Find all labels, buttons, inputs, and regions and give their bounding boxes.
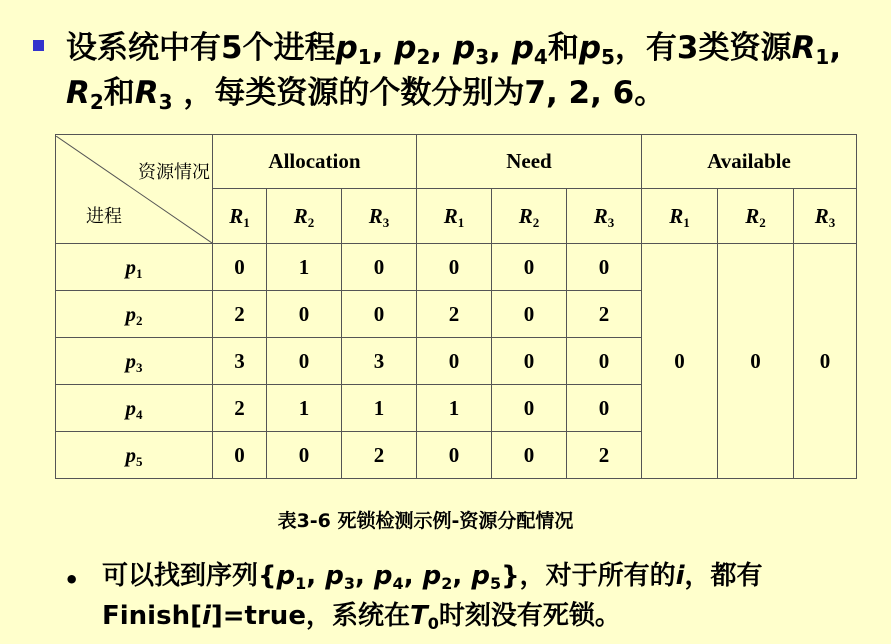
resource-allocation-table: [55, 134, 857, 479]
table-cell: 0: [213, 244, 267, 291]
corner-top-label: 资源情况: [138, 161, 210, 183]
table-cell: 2: [567, 432, 642, 479]
col-header: $R_2$: [718, 189, 794, 244]
table-cell: 0: [567, 385, 642, 432]
group-header-need: Need: [417, 135, 642, 189]
intro-paragraph: 设系统中有5个进程$p_1$, $p_2$, $p_3$, $p_4$和$p_5$，有3类资源$R_1$, $R_2$和$R_3$ ，每类资源的个数分别为7, 2, 6。: [66, 30, 842, 114]
col-header: $R_1$: [213, 189, 267, 244]
table-cell: 0: [417, 432, 492, 479]
process-label: $p_3$: [56, 338, 213, 385]
table-cell: 1: [267, 244, 342, 291]
col-header: $R_3$: [342, 189, 417, 244]
process-label: $p_1$: [56, 244, 213, 291]
table-cell: 0: [492, 244, 567, 291]
col-header: $R_3$: [567, 189, 642, 244]
table-cell: 0: [342, 291, 417, 338]
table-cell: 2: [342, 432, 417, 479]
table-cell: 0: [213, 432, 267, 479]
table-cell: 2: [417, 291, 492, 338]
table-cell: 0: [492, 291, 567, 338]
table-cell: 0: [342, 244, 417, 291]
table-caption: 表3-6 死锁检测示例-资源分配情况: [277, 510, 574, 532]
col-header: $R_3$: [794, 189, 857, 244]
available-r2-cell: 0: [718, 244, 794, 479]
allocation-table-wrapper: [55, 134, 857, 479]
group-header-available: Available: [642, 135, 857, 189]
diagonal-line: [56, 136, 212, 243]
col-header: $R_2$: [492, 189, 567, 244]
table-cell: 1: [342, 385, 417, 432]
table-cell: 1: [417, 385, 492, 432]
table-cell: 0: [567, 244, 642, 291]
conclusion-paragraph: 可以找到序列{$p_1$, $p_3$, $p_4$, $p_2$, $p_5$}，对于所有的i，都有Finish[i]=true，系统在$T_0$时刻没有死锁。: [102, 561, 763, 633]
available-r1-cell: 0: [642, 244, 718, 479]
bullet-dot-icon: •: [64, 566, 80, 594]
group-header-allocation: Allocation: [213, 135, 417, 189]
table-row: [56, 244, 857, 291]
table-cell: 2: [567, 291, 642, 338]
table-cell: 0: [567, 338, 642, 385]
table-cell: 0: [417, 338, 492, 385]
corner-bottom-label: 进程: [86, 205, 122, 227]
table-cell: 0: [417, 244, 492, 291]
table-cell: 3: [342, 338, 417, 385]
process-label: $p_2$: [56, 291, 213, 338]
corner-diagonal-cell: [56, 135, 213, 244]
bullet-square-icon: [33, 40, 44, 51]
col-header: $R_1$: [642, 189, 718, 244]
table-cell: 3: [213, 338, 267, 385]
table-cell: 2: [213, 385, 267, 432]
table-cell: 0: [267, 291, 342, 338]
table-cell: 1: [267, 385, 342, 432]
table-cell: 0: [492, 338, 567, 385]
col-header: $R_1$: [417, 189, 492, 244]
col-header: $R_2$: [267, 189, 342, 244]
table-cell: 0: [492, 432, 567, 479]
table-cell: 2: [213, 291, 267, 338]
process-label: $p_5$: [56, 432, 213, 479]
available-r3-cell: 0: [794, 244, 857, 479]
table-cell: 0: [267, 338, 342, 385]
table-cell: 0: [267, 432, 342, 479]
process-label: $p_4$: [56, 385, 213, 432]
table-cell: 0: [492, 385, 567, 432]
